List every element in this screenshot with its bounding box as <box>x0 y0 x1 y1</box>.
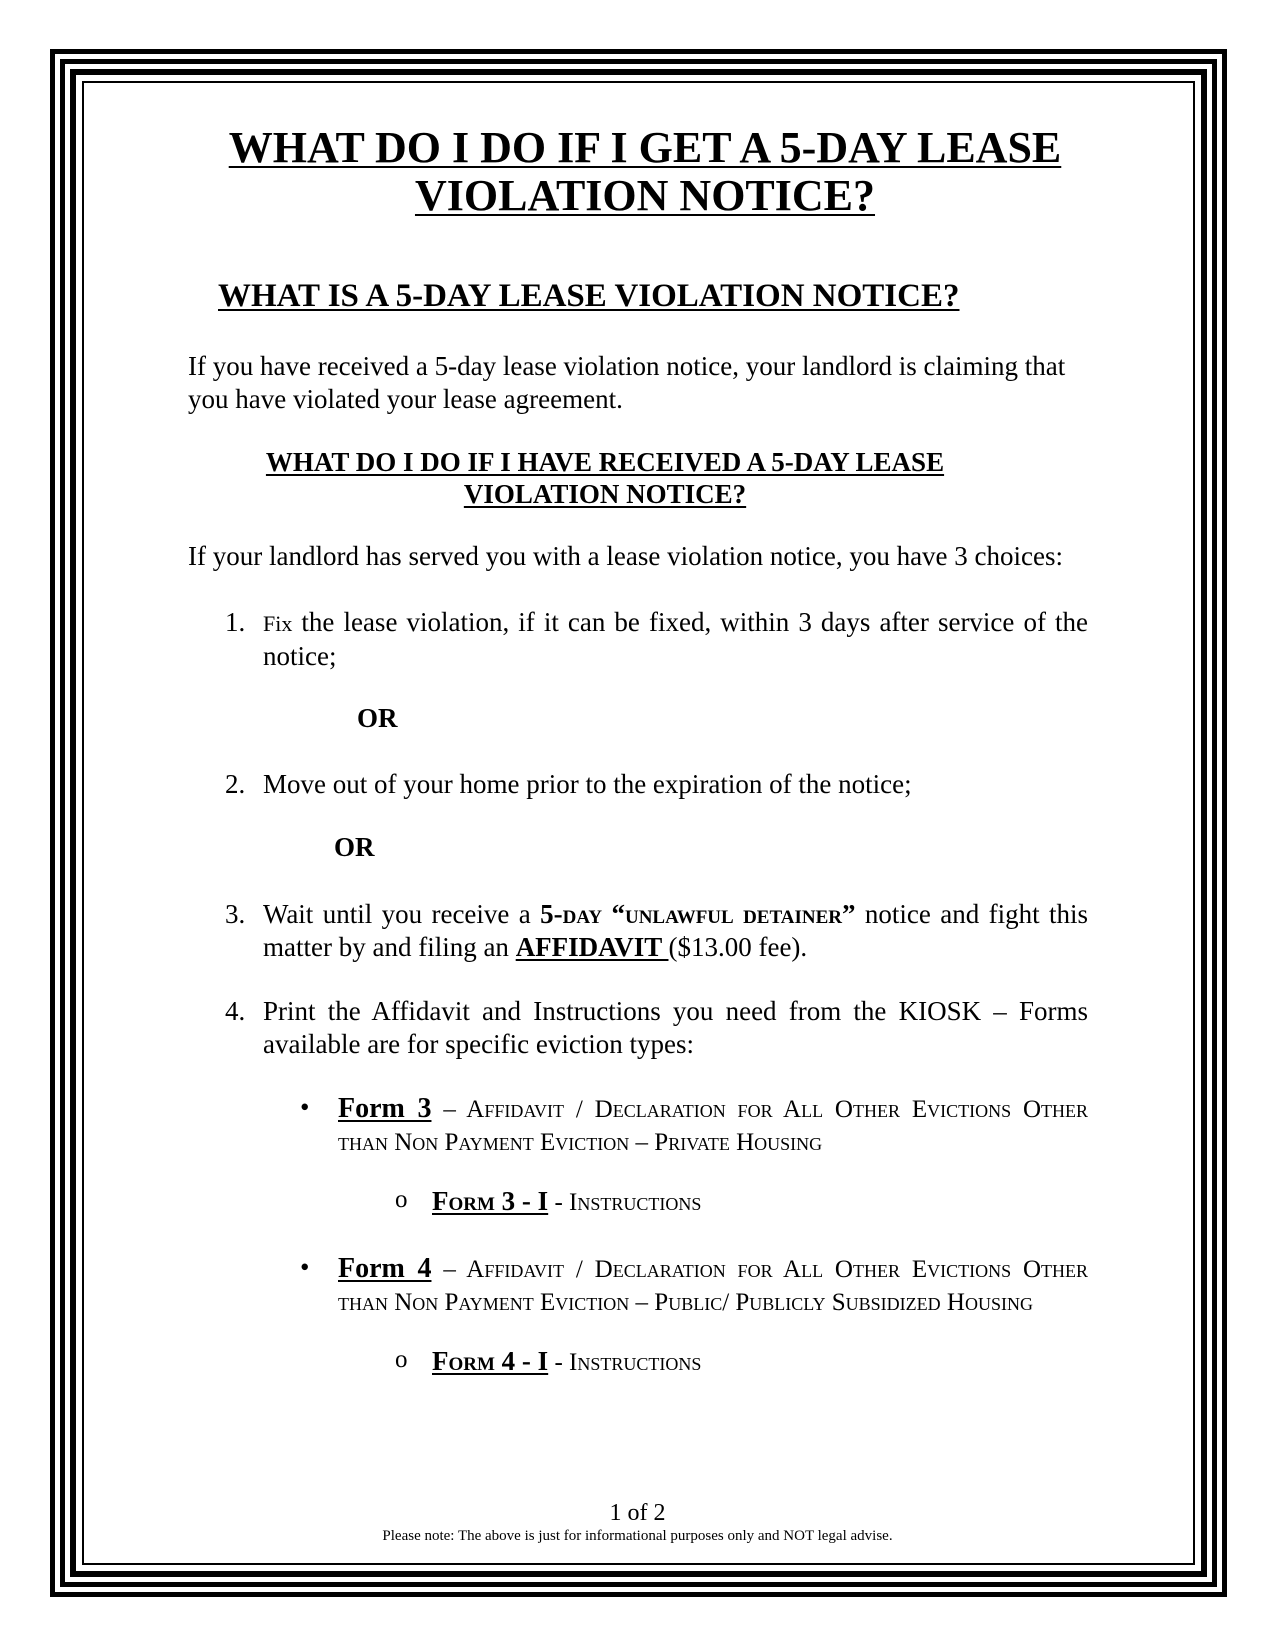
form-4-i-text: - Instructions <box>548 1349 702 1376</box>
choices-intro: If your landlord has served you with a lease violation notice, you have 3 choices: <box>188 541 1063 571</box>
title-line-2: VIOLATION NOTICE? <box>414 171 876 220</box>
list-number-4: 4. <box>225 996 246 1026</box>
list-item-3 <box>263 898 1088 964</box>
page-number: 1 of 2 <box>609 1500 666 1526</box>
section-body-what-is: If you have received a 5-day lease violation notice, your landlord is claiming that you have violated your lease agreement. <box>188 351 1066 414</box>
section-heading-what-is: WHAT IS A 5-DAY LEASE VIOLATION NOTICE? <box>218 278 960 314</box>
or-separator-1: OR <box>357 703 398 733</box>
unlawful-detainer-label: 5-day “unlawful detainer” <box>540 899 856 929</box>
list-item-3-text-c: ($13.00 fee). <box>668 932 808 962</box>
bullet-form-3: • <box>300 1092 310 1122</box>
or-separator-2: OR <box>334 832 375 862</box>
bullet-form-4: • <box>300 1252 310 1282</box>
form-3-description: – Affidavit / Declaration for All Other Evictions Other than Non Payment Eviction – Private Housing <box>338 1096 1089 1156</box>
form-4-i-name: Form 4 - I <box>432 1346 549 1376</box>
form-4-instructions <box>432 1346 701 1377</box>
affidavit-label: AFFIDAVIT <box>515 932 669 962</box>
form-3-i-name: Form 3 - I <box>432 1186 549 1216</box>
list-item-3-text-a: Wait until you receive a <box>263 899 541 929</box>
form-3-instructions <box>432 1186 701 1217</box>
list-item-1-lead: Fix <box>263 611 293 636</box>
form-4-entry <box>338 1252 1088 1319</box>
form-4-name: Form 4 <box>338 1253 432 1284</box>
list-item-1 <box>263 606 1088 673</box>
title-line-1: WHAT DO I DO IF I GET A 5-DAY LEASE <box>228 123 1062 172</box>
heading-line-2: VIOLATION NOTICE? <box>463 479 747 509</box>
form-3-name: Form 3 <box>338 1093 432 1124</box>
list-item-3-text-b: notice and fight this matter by and filing an <box>263 899 1088 962</box>
section-heading-what-do <box>210 446 1000 510</box>
sub-bullet-form-4: o <box>395 1346 408 1373</box>
list-number-2: 2. <box>225 769 246 799</box>
form-3-entry <box>338 1092 1088 1159</box>
list-item-4: Print the Affidavit and Instructions you need from the KIOSK – Forms available are for specific eviction types: <box>263 996 1088 1059</box>
list-number-3: 3. <box>225 899 246 929</box>
disclaimer-note: Please note: The above is just for informational purposes only and NOT legal advise. <box>382 1528 893 1544</box>
heading-line-1: WHAT DO I DO IF I HAVE RECEIVED A 5-DAY LEASE <box>265 447 945 477</box>
document-title <box>160 124 1130 220</box>
list-number-1: 1. <box>225 607 246 637</box>
form-4-description: – Affidavit / Declaration for All Other Evictions Other than Non Payment Eviction – Public/ Publicly Subsidized Housing <box>338 1256 1089 1316</box>
list-item-2: Move out of your home prior to the expiration of the notice; <box>263 769 912 799</box>
form-3-i-text: - Instructions <box>548 1189 702 1216</box>
list-item-1-text: the lease violation, if it can be fixed, within 3 days after service of the notice; <box>263 607 1088 671</box>
sub-bullet-form-3: o <box>395 1186 408 1213</box>
